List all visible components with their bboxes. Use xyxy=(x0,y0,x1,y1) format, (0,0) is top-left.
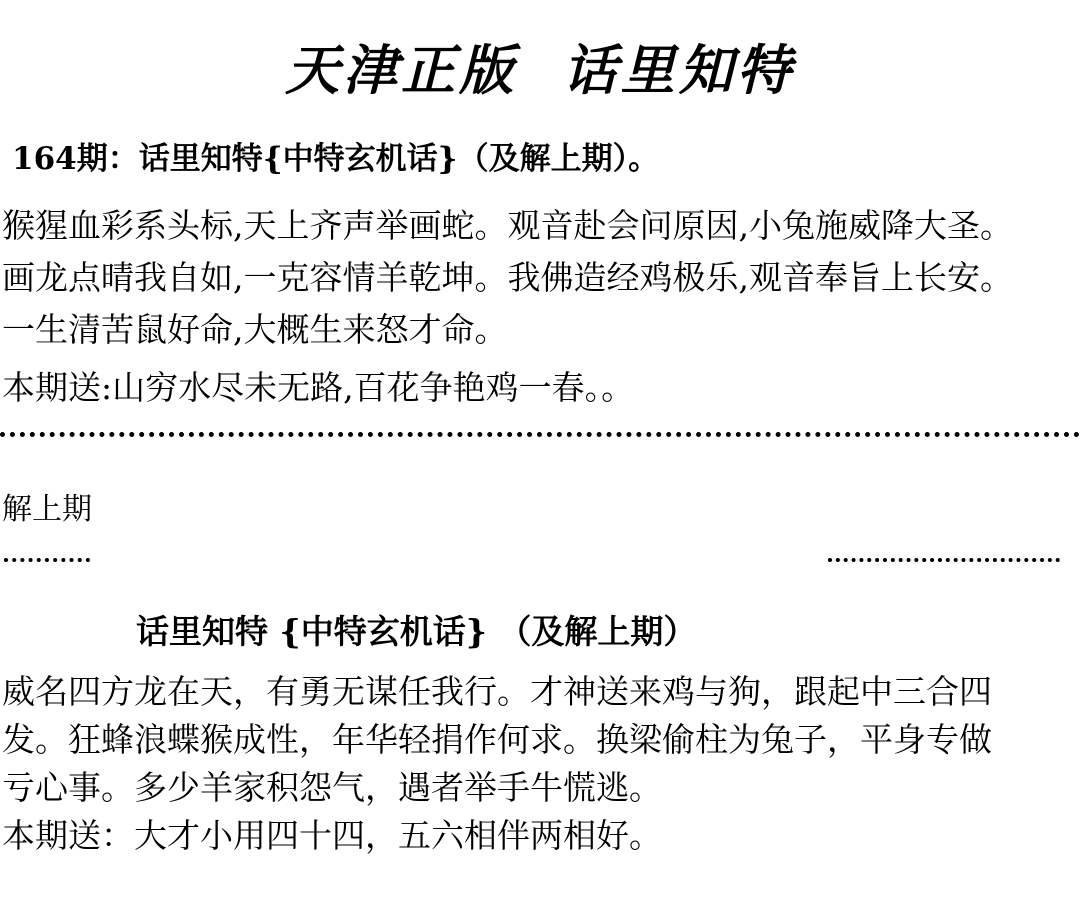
poem-line: 一生清苦鼠好命,大概生来怒才命。 xyxy=(2,310,508,349)
poem-block-current xyxy=(2,200,1080,356)
dotted-divider-right xyxy=(828,558,1060,562)
page-title: 天津正版 话里知特 xyxy=(285,38,795,102)
this-period-send-text: 本期送:山穷水尽未无路,百花争艳鸡一春。。 xyxy=(2,368,635,407)
section-subheading: 话里知特 {中特玄机话} （及解上期） xyxy=(136,612,697,651)
poem-line: 亏心事。多少羊家积怨气，遇者举手牛慌逃。 xyxy=(2,768,662,807)
poem-line: 本期送：大才小用四十四，五六相伴两相好。 xyxy=(2,816,662,855)
period-heading: 164期：话里知特{中特玄机话}（及解上期）。 xyxy=(12,141,660,177)
poem-line: 画龙点晴我自如,一克容情羊乾坤。我佛造经鸡极乐,观音奉旨上长安。 xyxy=(2,258,1013,297)
dotted-divider-left xyxy=(4,558,90,562)
poem-block-previous xyxy=(2,668,1080,860)
previous-period-label: 解上期 xyxy=(2,492,92,527)
poem-line: 发。狂蜂浪蝶猴成性，年华轻捐作何求。换梁偷柱为兔子，平身专做 xyxy=(2,720,992,759)
poem-line: 猴猩血彩系头标,天上齐声举画蛇。观音赴会问原因,小兔施威降大圣。 xyxy=(2,206,1013,245)
poem-line: 威名四方龙在天，有勇无谋任我行。才神送来鸡与狗，跟起中三合四 xyxy=(2,672,992,711)
dotted-divider xyxy=(0,432,1080,437)
